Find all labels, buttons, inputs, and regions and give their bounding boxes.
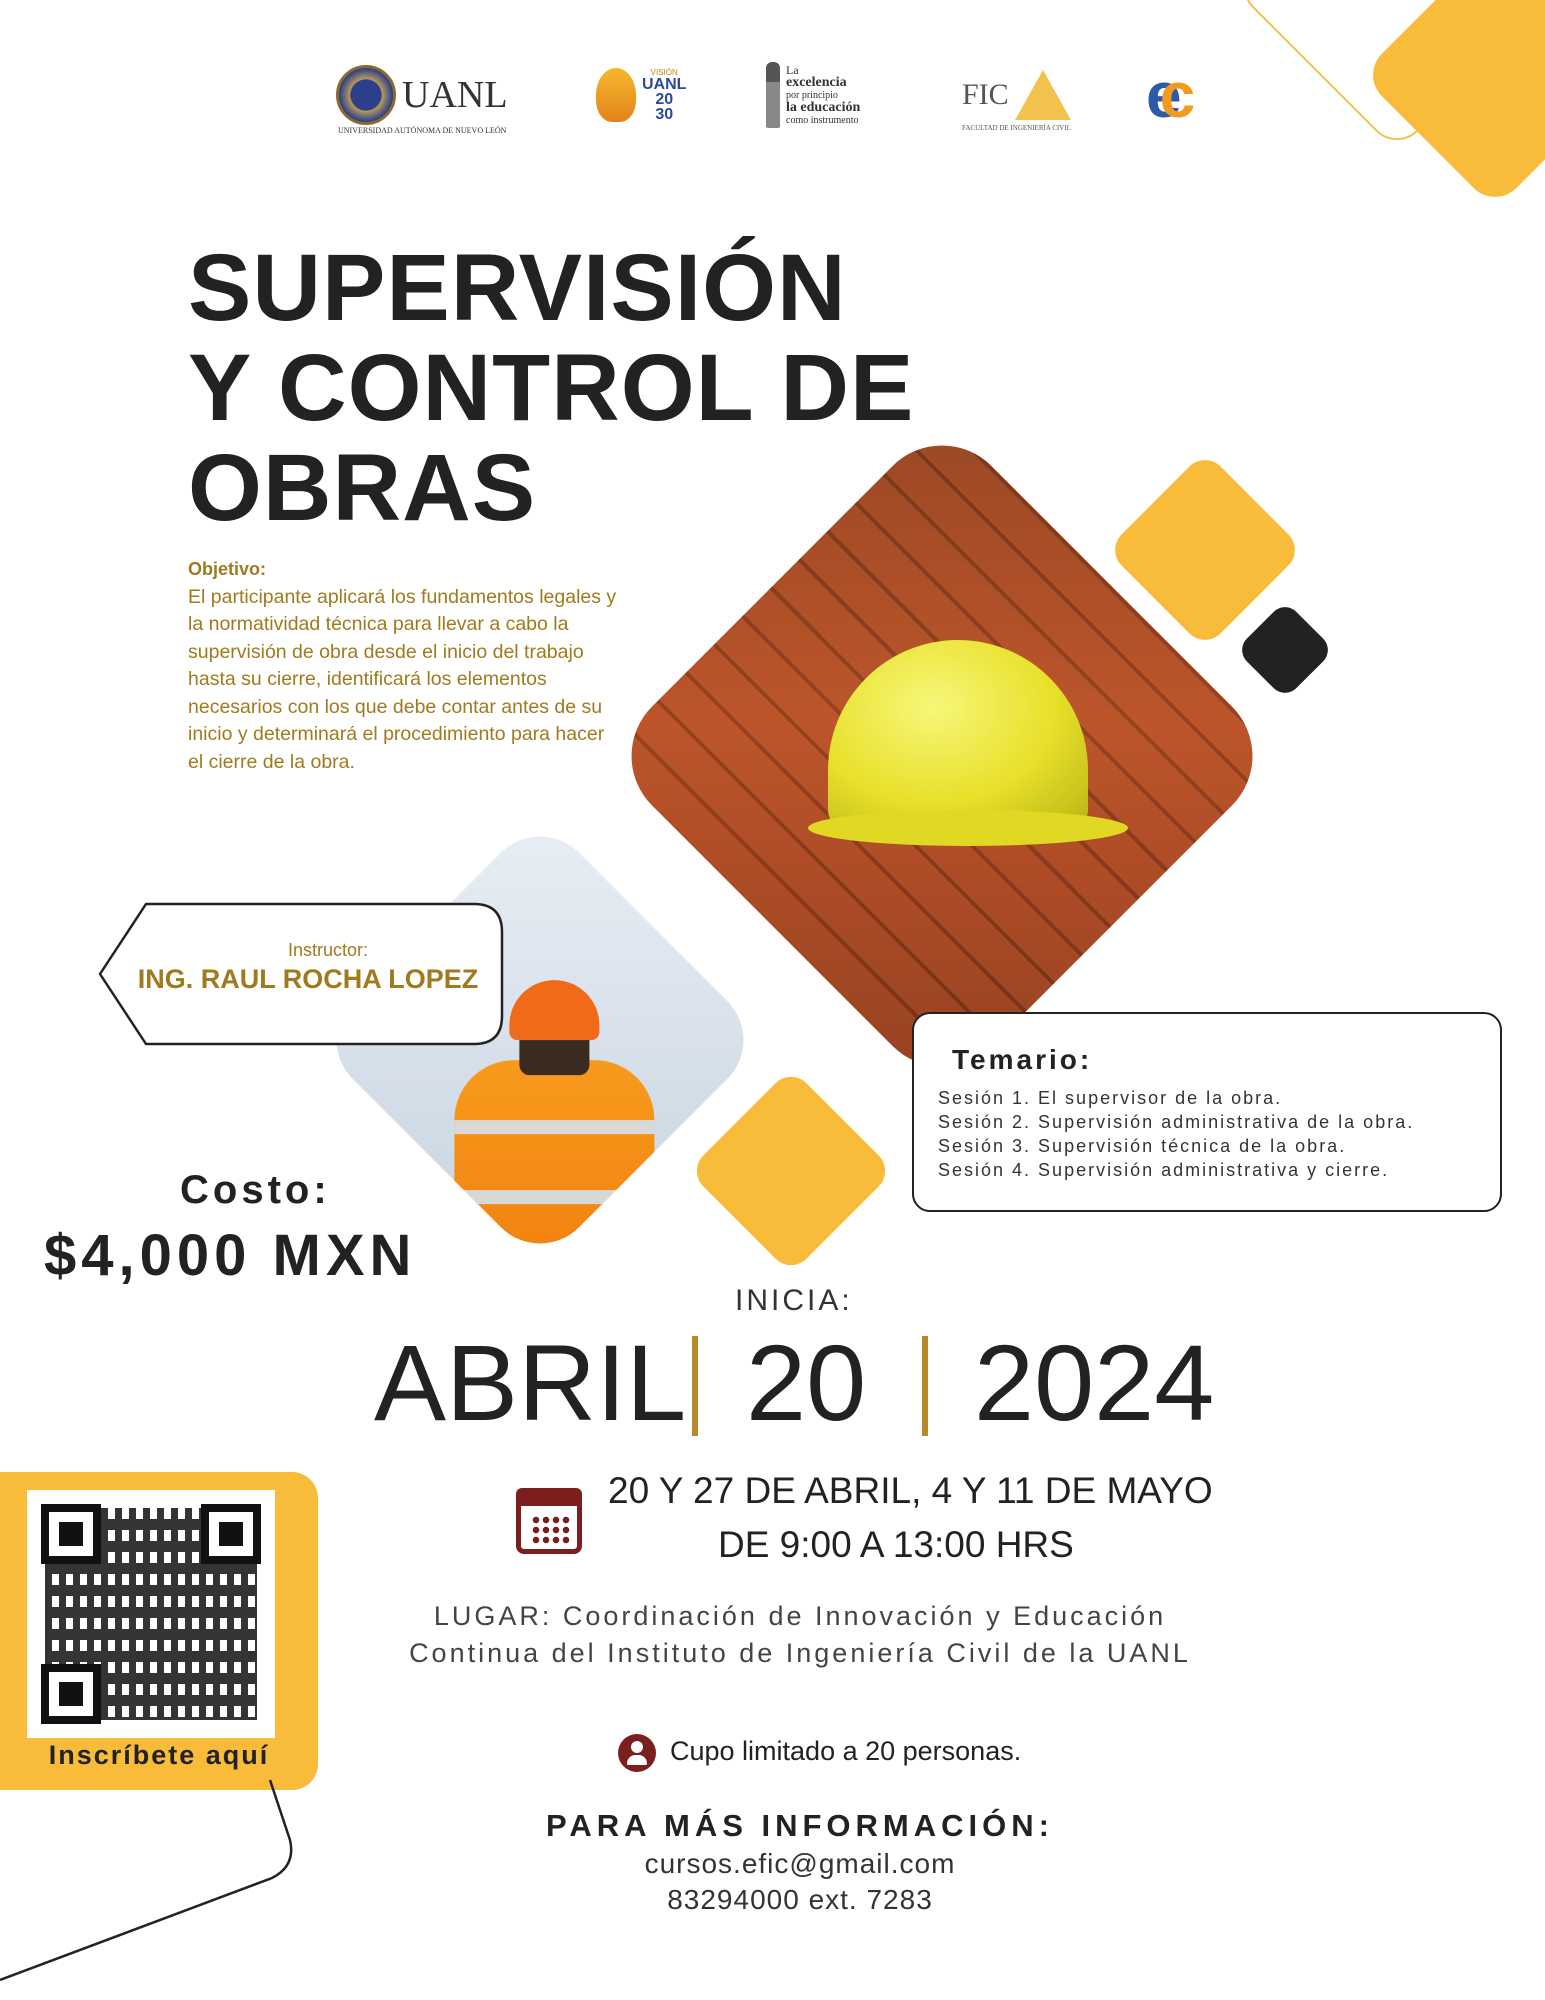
syllabus-title: Temario: <box>952 1044 1093 1075</box>
instructor-name: ING. RAUL ROCHA LOPEZ <box>137 964 479 994</box>
excelencia-line-1: La <box>786 62 799 77</box>
schedule-dates: 20 Y 27 DE ABRIL, 4 Y 11 DE MAYO <box>608 1470 1213 1511</box>
start-day: 20 <box>746 1322 867 1443</box>
flame-icon <box>596 68 636 122</box>
objective-block <box>188 556 618 776</box>
qr-finder-icon <box>41 1504 101 1564</box>
qr-code[interactable] <box>27 1490 275 1738</box>
start-month: ABRIL <box>374 1322 687 1443</box>
uanl-seal-icon <box>336 65 396 125</box>
contact-email[interactable]: cursos.efic@gmail.com <box>644 1848 956 1879</box>
fic-subtitle: FACULTAD DE INGENIERÍA CIVIL <box>962 124 1071 132</box>
fic-triangle-icon <box>1015 70 1071 120</box>
qr-label[interactable]: Inscríbete aquí <box>48 1740 270 1770</box>
syllabus-item: Sesión 2. Supervisión administrativa de la obra. <box>938 1112 1415 1132</box>
info-title: PARA MÁS INFORMACIÓN: <box>546 1808 1054 1843</box>
ec-logo <box>1146 50 1173 140</box>
excelencia-line-2: excelencia <box>786 75 847 91</box>
decorative-black-square <box>1236 601 1335 700</box>
excelencia-line-3: por principio <box>786 89 838 101</box>
qr-finder-icon <box>201 1504 261 1564</box>
location-text: LUGAR: Coordinación de Innovación y Educación Continua del Instituto de Ingeniería Civil de la UANL <box>409 1601 1191 1668</box>
syllabus-list <box>938 1086 1414 1182</box>
vision-uanl: UANL <box>642 75 687 93</box>
fic-logo <box>962 50 1071 140</box>
start-label: INICIA: <box>735 1284 853 1317</box>
instructor-badge <box>98 902 506 1046</box>
start-year: 2024 <box>974 1322 1215 1443</box>
vest-stripe <box>454 1190 654 1204</box>
vision-year-1: 20 <box>655 90 674 108</box>
safety-vest <box>454 1060 654 1266</box>
date-separator <box>692 1336 698 1436</box>
title-line-2: Y CONTROL DE <box>188 335 915 441</box>
qr-finder-icon <box>41 1664 101 1724</box>
torch-icon <box>766 62 780 128</box>
contact-phone[interactable]: 83294000 ext. 7283 <box>667 1884 933 1915</box>
hard-hat-image <box>808 640 1138 840</box>
schedule-hours: DE 9:00 A 13:00 HRS <box>718 1524 1074 1565</box>
qr-registration-box[interactable] <box>0 1472 318 1790</box>
vision-label: VISIÓN <box>650 67 678 77</box>
excelencia-logo <box>766 50 860 140</box>
decorative-outline-corner <box>0 1770 300 2000</box>
capacity-text: Cupo limitado a 20 personas. <box>670 1736 1022 1766</box>
syllabus-item: Sesión 1. El supervisor de la obra. <box>938 1088 1283 1108</box>
cost-value: $4,000 MXN <box>44 1223 417 1288</box>
vest-stripe <box>454 1120 654 1134</box>
title-line-1: SUPERVISIÓN <box>188 235 847 341</box>
objective-label: Objetivo: <box>188 559 267 579</box>
uanl-wordmark: UANL <box>402 74 508 116</box>
orange-hard-hat <box>509 980 599 1040</box>
cost-label: Costo: <box>180 1168 331 1212</box>
title-line-3: OBRAS <box>188 435 537 541</box>
syllabus-item: Sesión 3. Supervisión técnica de la obra. <box>938 1136 1347 1156</box>
start-date <box>370 1320 1270 1443</box>
excelencia-line-5: como instrumento <box>786 114 859 126</box>
decorative-yellow-square-3 <box>688 1068 894 1274</box>
vision-year-2: 30 <box>655 106 674 124</box>
excelencia-line-4: la educación <box>786 100 861 116</box>
instructor-label: Instructor: <box>287 940 369 960</box>
logo-row <box>330 50 1230 140</box>
calendar-dots <box>531 1515 571 1545</box>
vision-2030-logo <box>596 50 686 140</box>
date-separator <box>922 1336 928 1436</box>
uanl-subtitle: UNIVERSIDAD AUTÓNOMA DE NUEVO LEÓN <box>338 126 507 135</box>
ec-logo-icon: ec <box>1146 59 1174 131</box>
uanl-logo <box>336 50 508 140</box>
syllabus-item: Sesión 4. Supervisión administrativa y cierre. <box>938 1160 1390 1180</box>
calendar-icon <box>516 1488 582 1554</box>
syllabus-box <box>912 1012 1502 1212</box>
hard-hat-dome <box>828 640 1088 830</box>
objective-text: El participante aplicará los fundamentos legales y la normatividad técnica para llevar a cabo la supervisión de obra desde el inicio del trabajo hasta su cierre, identificará los elementos necesarios con los que debe contar antes de su inicio y determinará el procedimiento para hacer el cierre de la obra. <box>188 585 617 773</box>
person-icon <box>618 1734 656 1772</box>
hard-hat-brim <box>808 810 1128 846</box>
fic-wordmark: FIC <box>962 78 1009 111</box>
